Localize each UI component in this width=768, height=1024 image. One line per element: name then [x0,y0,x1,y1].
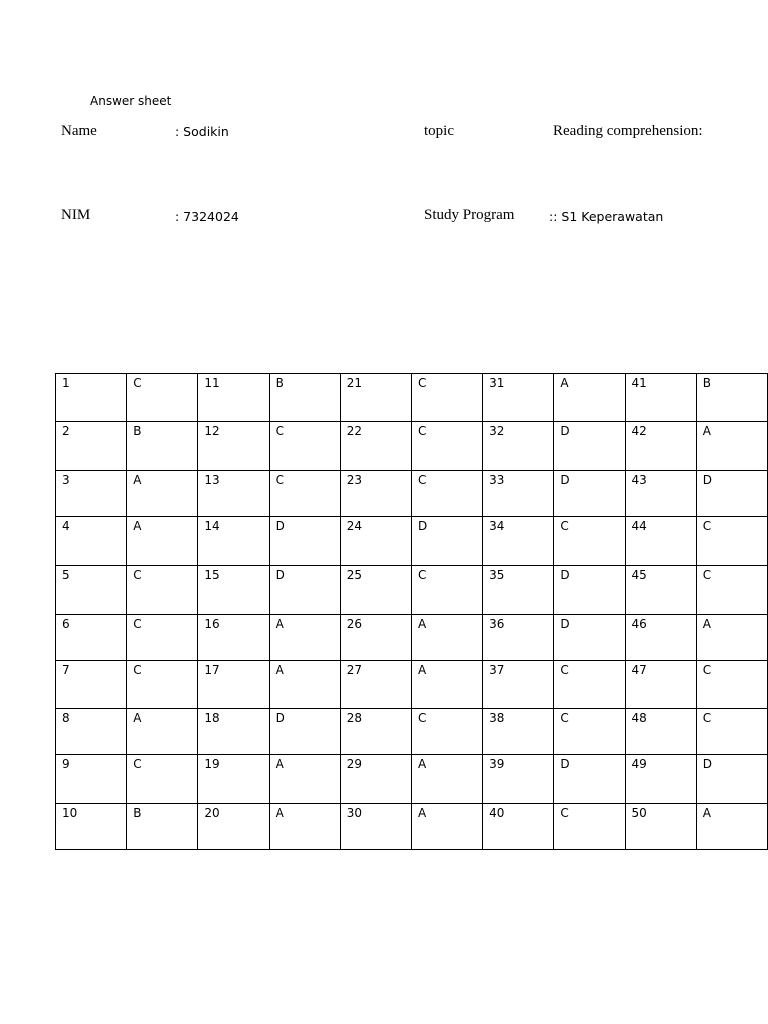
question-number: 44 [631,519,647,533]
question-number-cell [483,422,554,471]
question-number-cell [625,374,696,422]
answer-letter: D [560,568,570,582]
question-number-cell [483,804,554,850]
question-number: 36 [489,617,505,631]
question-number-cell [483,517,554,566]
answer-row [56,661,768,709]
answer-letter-cell [411,755,482,804]
question-number: 38 [489,711,505,725]
answer-letter: C [275,424,284,438]
question-number-cell [483,755,554,804]
answer-letter-cell [269,661,340,709]
question-number: 14 [204,519,220,533]
question-number-cell [198,709,269,755]
answer-letter-cell [411,566,482,615]
answer-letter: D [275,711,285,725]
question-number-cell [56,755,127,804]
answer-letter-cell [269,804,340,850]
answer-letter-cell [127,471,198,517]
question-number-cell [340,661,411,709]
question-number: 26 [346,617,363,631]
question-number-cell [198,615,269,661]
answer-letter: B [133,806,142,820]
answer-row [56,755,768,804]
answer-row [56,471,768,517]
answer-row [56,804,768,850]
question-number-cell [483,615,554,661]
answer-letter-cell [127,755,198,804]
question-number: 34 [489,519,505,533]
answer-letter-cell [127,661,198,709]
question-number: 22 [346,424,363,438]
answer-letter: C [133,663,142,677]
nim-value: : 7324024 [175,209,239,224]
question-number: 9 [62,757,70,771]
question-number: 33 [489,473,505,487]
question-number: 49 [631,757,647,771]
answer-letter-cell [411,471,482,517]
question-number-cell [483,374,554,422]
question-number-cell [340,422,411,471]
answer-letter: A [417,617,427,631]
question-number: 24 [346,519,363,533]
answer-letter-cell [411,374,482,422]
question-number: 16 [204,617,220,631]
answer-letter-cell [696,755,767,804]
question-number-cell [340,804,411,850]
question-number-cell [483,471,554,517]
answer-letter-cell [269,755,340,804]
question-number: 50 [631,806,647,820]
answer-letter: C [133,568,142,582]
answer-letter-cell [554,374,625,422]
question-number: 2 [62,424,70,438]
question-number: 3 [62,473,70,487]
answer-letter-cell [554,804,625,850]
answer-letter: C [560,711,569,725]
answer-letter-cell [554,615,625,661]
answer-letter: A [133,711,142,725]
answer-letter: A [133,519,142,533]
question-number: 11 [204,376,220,390]
answer-letter-cell [696,471,767,517]
answer-letter: D [702,757,712,771]
answer-letter: C [417,376,427,390]
answer-row [56,422,768,471]
answer-letter: A [275,757,284,771]
answer-letter-cell [127,709,198,755]
answer-letter: C [560,519,569,533]
answer-letter: A [275,806,284,820]
question-number: 35 [489,568,505,582]
answer-letter: C [417,568,427,582]
answer-letter-cell [269,471,340,517]
question-number-cell [625,755,696,804]
question-number-cell [198,471,269,517]
answer-letter-cell [696,422,767,471]
answer-letter-cell [127,566,198,615]
question-number-cell [625,517,696,566]
answer-letter: C [560,663,569,677]
question-number-cell [198,804,269,850]
answer-letter: B [702,376,711,390]
question-number-cell [625,422,696,471]
topic-label: topic [424,123,454,139]
answer-letter-cell [127,804,198,850]
question-number: 4 [62,519,70,533]
answer-letter-cell [269,709,340,755]
question-number-cell [56,422,127,471]
answer-letter-cell [411,661,482,709]
question-number: 46 [631,617,647,631]
answer-letter: A [275,663,284,677]
study-program-value: :: S1 Keperawatan [549,209,664,224]
answer-letter: C [133,376,142,390]
question-number-cell [483,566,554,615]
answer-letter-cell [696,517,767,566]
question-number-cell [198,755,269,804]
answer-row [56,709,768,755]
question-number-cell [56,517,127,566]
question-number: 43 [631,473,647,487]
answer-letter-cell [411,804,482,850]
question-number: 28 [346,711,363,725]
answer-letter: A [702,424,711,438]
answer-letter: C [133,617,142,631]
question-number: 18 [204,711,220,725]
question-number: 20 [204,806,220,820]
answer-letter-cell [269,422,340,471]
answer-letter: A [417,663,427,677]
question-number: 30 [346,806,363,820]
question-number: 21 [346,376,363,390]
question-number: 13 [204,473,220,487]
question-number: 5 [62,568,70,582]
answer-letter: C [417,711,427,725]
answer-letter-cell [554,755,625,804]
question-number-cell [340,615,411,661]
study-program-label: Study Program [424,207,515,223]
name-value: : Sodikin [175,124,229,139]
question-number: 48 [631,711,647,725]
answer-letter-cell [269,517,340,566]
answer-letter: A [133,473,142,487]
answer-letter: A [702,806,711,820]
answer-letter: C [702,519,712,533]
question-number: 45 [631,568,647,582]
answer-letter-cell [696,615,767,661]
question-number: 7 [62,663,70,677]
answer-letter: B [275,376,284,390]
answer-letter: C [417,424,427,438]
document-title: Answer sheet [90,94,172,108]
answer-letter: D [702,473,712,487]
answer-letter-cell [554,422,625,471]
answer-letter-cell [127,374,198,422]
question-number-cell [625,804,696,850]
question-number-cell [340,709,411,755]
question-number-cell [340,755,411,804]
answer-letter-cell [554,709,625,755]
answer-letter-cell [696,566,767,615]
question-number: 39 [489,757,505,771]
question-number: 41 [631,376,647,390]
question-number-cell [625,471,696,517]
question-number-cell [198,517,269,566]
answer-letter-cell [696,709,767,755]
answer-letter-cell [411,615,482,661]
answer-letter: A [560,376,569,390]
question-number-cell [340,471,411,517]
question-number-cell [625,615,696,661]
question-number: 25 [346,568,363,582]
answer-letter: C [560,806,569,820]
answer-letter-cell [269,566,340,615]
nim-label: NIM [61,207,91,223]
answer-letter-cell [411,422,482,471]
answer-letter-cell [554,661,625,709]
answer-letter-cell [127,422,198,471]
question-number-cell [56,374,127,422]
question-number-cell [56,709,127,755]
answer-letter: C [133,757,142,771]
question-number: 15 [204,568,220,582]
question-number-cell [483,661,554,709]
question-number: 31 [489,376,505,390]
topic-value: Reading comprehension: [553,123,703,139]
answer-row [56,566,768,615]
answer-row [56,615,768,661]
question-number-cell [340,517,411,566]
question-number-cell [198,661,269,709]
answer-letter: D [560,473,570,487]
answer-table [55,373,768,850]
question-number-cell [198,566,269,615]
question-number: 1 [62,376,70,390]
answer-letter: D [275,568,285,582]
answer-letter: A [702,617,711,631]
question-number: 29 [346,757,363,771]
answer-letter-cell [554,517,625,566]
question-number: 37 [489,663,505,677]
question-number-cell [56,471,127,517]
answer-row [56,374,768,422]
question-number-cell [483,709,554,755]
question-number-cell [56,661,127,709]
answer-letter-cell [411,709,482,755]
answer-letter: D [560,617,570,631]
answer-letter: B [133,424,142,438]
answer-letter: D [275,519,285,533]
answer-letter-cell [127,517,198,566]
question-number: 32 [489,424,505,438]
answer-letter-cell [269,615,340,661]
name-label: Name [61,123,97,139]
answer-letter: C [702,711,712,725]
answer-letter-cell [127,615,198,661]
answer-letter-cell [269,374,340,422]
answer-letter: D [560,424,570,438]
answer-letter-cell [696,804,767,850]
question-number: 6 [62,617,70,631]
answer-letter-cell [696,661,767,709]
answer-letter-cell [696,374,767,422]
answer-letter: D [560,757,570,771]
answer-letter: D [417,519,428,533]
question-number-cell [56,615,127,661]
answer-letter-cell [554,471,625,517]
question-number-cell [340,566,411,615]
answer-letter: C [275,473,284,487]
question-number: 8 [62,711,70,725]
answer-letter: A [275,617,284,631]
question-number-cell [56,566,127,615]
answer-row [56,517,768,566]
question-number: 17 [204,663,220,677]
question-number-cell [625,661,696,709]
question-number: 27 [346,663,363,677]
question-number: 40 [489,806,505,820]
question-number-cell [198,374,269,422]
question-number: 47 [631,663,647,677]
answer-letter: C [702,663,712,677]
question-number: 19 [204,757,220,771]
answer-letter-cell [411,517,482,566]
question-number-cell [340,374,411,422]
question-number: 42 [631,424,647,438]
question-number: 23 [346,473,363,487]
answer-letter-cell [554,566,625,615]
question-number: 12 [204,424,220,438]
answer-letter: C [417,473,427,487]
question-number-cell [625,709,696,755]
answer-letter: A [417,757,427,771]
answer-letter: A [417,806,427,820]
question-number: 10 [62,806,78,820]
question-number-cell [625,566,696,615]
question-number-cell [56,804,127,850]
question-number-cell [198,422,269,471]
answer-letter: C [702,568,712,582]
